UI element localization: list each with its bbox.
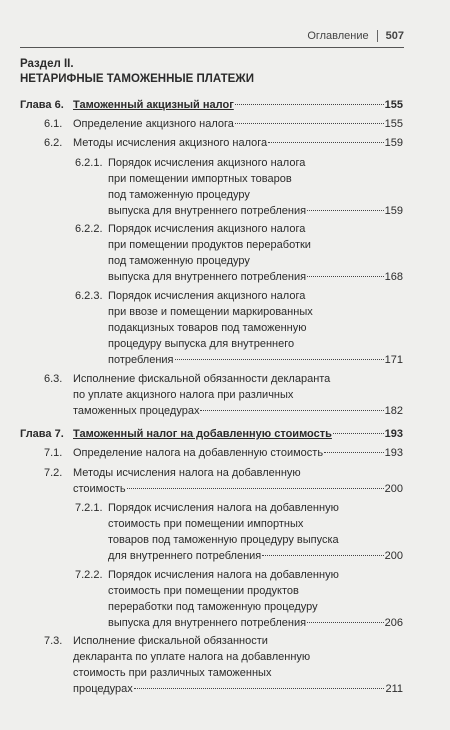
toc-entry[interactable]: [73, 465, 403, 497]
toc-entry-title-line: при помещении продуктов переработки: [108, 239, 311, 251]
toc-entry-title-line: потребления: [108, 354, 174, 366]
toc-leader-dots: [324, 452, 384, 453]
toc-entry-title-line: для внутреннего потребления: [108, 550, 262, 562]
toc-entry-title-line: Порядок исчисления акцизного налога: [108, 290, 306, 302]
section-title: НЕТАРИФНЫЕ ТАМОЖЕННЫЕ ПЛАТЕЖИ: [20, 73, 254, 85]
toc-leader-dots: [307, 276, 384, 277]
toc-page-number: 155: [384, 118, 403, 130]
toc-entry-number: Глава 6.: [20, 99, 64, 111]
toc-page-number: 206: [384, 617, 403, 629]
toc-page-number: 193: [384, 447, 403, 459]
toc-entry-number: 7.2.: [44, 467, 63, 479]
toc-entry[interactable]: [73, 135, 403, 151]
toc-entry-number: 6.2.: [44, 137, 63, 149]
toc-page-number: 168: [384, 271, 403, 283]
toc-entry-title-line: Порядок исчисления налога на добавленную: [108, 502, 339, 514]
running-head-page-number: 507: [385, 30, 404, 42]
toc-leader-dots: [235, 104, 384, 105]
toc-entry[interactable]: [108, 155, 403, 219]
toc-entry-title-line: стоимость при помещении продуктов: [108, 585, 299, 597]
toc-entry[interactable]: [73, 97, 403, 113]
toc-entry-title-line: стоимость: [73, 483, 126, 495]
toc-entry-title-line: Методы исчисления налога на добавленную: [73, 467, 301, 479]
toc-entry-title-line: Определение налога на добавленную стоимость: [73, 447, 324, 459]
toc-entry-number: 6.2.1.: [75, 157, 103, 169]
toc-entry-title-line: процедурах: [73, 683, 133, 695]
toc-page-number: 193: [384, 428, 403, 440]
toc-entry-title-line: Исполнение фискальной обязанности: [73, 635, 268, 647]
toc-entry-title-line: стоимость при различных таможенных: [73, 667, 272, 679]
toc-page-number: 159: [384, 205, 403, 217]
toc-entry[interactable]: [108, 288, 403, 368]
toc-entry-number: 7.2.1.: [75, 502, 103, 514]
toc-entry[interactable]: [108, 500, 403, 564]
toc-entry-title-line: Определение акцизного налога: [73, 118, 234, 130]
toc-entry-number: 6.1.: [44, 118, 63, 130]
toc-leader-dots: [307, 622, 384, 623]
toc-leader-dots: [175, 359, 384, 360]
toc-entry-title-line: процедуру выпуска для внутреннего: [108, 338, 295, 350]
toc-entry-title-line: подакцизных товаров под таможенную: [108, 322, 307, 334]
toc-leader-dots: [235, 123, 384, 124]
toc-page-number: 182: [384, 405, 403, 417]
toc-entry-title-line: при ввозе и помещении маркированных: [108, 306, 313, 318]
toc-entry-number: 6.3.: [44, 373, 63, 385]
toc-entry-title-line: под таможенную процедуру: [108, 255, 250, 267]
toc-leader-dots: [268, 142, 383, 143]
toc-entry-title-line: Таможенный налог на добавленную стоимость: [73, 428, 332, 440]
toc-entry-number: 7.3.: [44, 635, 63, 647]
toc-entry-title-line: Порядок исчисления налога на добавленную: [108, 569, 339, 581]
section-label: Раздел II.: [20, 58, 74, 70]
toc-entry[interactable]: [73, 445, 403, 461]
toc-page-number: 200: [384, 483, 403, 495]
toc-entry-number: 7.1.: [44, 447, 63, 459]
toc-leader-dots: [262, 555, 383, 556]
toc-entry[interactable]: [108, 567, 403, 631]
toc-leader-dots: [134, 688, 385, 689]
running-head: [307, 30, 404, 42]
toc-entry[interactable]: [73, 633, 403, 697]
toc-entry[interactable]: [108, 221, 403, 285]
toc-entry[interactable]: [73, 116, 403, 132]
toc-entry-title-line: декларанта по уплате налога на добавленную: [73, 651, 311, 663]
header-rule: [20, 47, 404, 48]
toc-entry-number: 7.2.2.: [75, 569, 103, 581]
toc-entry-title-line: стоимость при помещении импортных: [108, 518, 304, 530]
section-heading: [20, 57, 254, 87]
toc-entry-title-line: Исполнение фискальной обязанности декларанта: [73, 373, 331, 385]
toc-entry-title-line: выпуска для внутреннего потребления: [108, 271, 307, 283]
toc-entry-title-line: Порядок исчисления акцизного налога: [108, 157, 306, 169]
toc-entry[interactable]: [73, 371, 403, 419]
toc-entry-title-line: выпуска для внутреннего потребления: [108, 617, 307, 629]
toc-entry-title-line: переработки под таможенную процедуру: [108, 601, 318, 613]
toc-entry-title-line: Таможенный акцизный налог: [73, 99, 234, 111]
toc-page-number: 159: [384, 137, 403, 149]
toc-entry-title-line: при помещении импортных товаров: [108, 173, 292, 185]
toc-page-number: 171: [384, 354, 403, 366]
toc-leader-dots: [127, 488, 384, 489]
toc-entry-number: Глава 7.: [20, 428, 64, 440]
toc-page-number: 211: [385, 683, 403, 695]
toc-entry-title-line: таможенных процедурах: [73, 405, 200, 417]
running-head-divider: [377, 30, 378, 42]
toc-leader-dots: [200, 410, 383, 411]
toc-entry-number: 6.2.2.: [75, 223, 103, 235]
toc-entry-title-line: под таможенную процедуру: [108, 189, 250, 201]
running-head-title: Оглавление: [307, 30, 369, 42]
toc-page-number: 155: [384, 99, 403, 111]
toc-entry-title-line: выпуска для внутреннего потребления: [108, 205, 307, 217]
toc-entry-title-line: по уплате акцизного налога при различных: [73, 389, 294, 401]
toc-entry[interactable]: [73, 426, 403, 442]
toc-entry-number: 6.2.3.: [75, 290, 103, 302]
toc-page-number: 200: [384, 550, 403, 562]
toc-entry-title-line: Порядок исчисления акцизного налога: [108, 223, 306, 235]
toc-leader-dots: [333, 433, 384, 434]
toc-entry-title-line: Методы исчисления акцизного налога: [73, 137, 268, 149]
toc-leader-dots: [307, 210, 384, 211]
toc-entry-title-line: товаров под таможенную процедуру выпуска: [108, 534, 339, 546]
